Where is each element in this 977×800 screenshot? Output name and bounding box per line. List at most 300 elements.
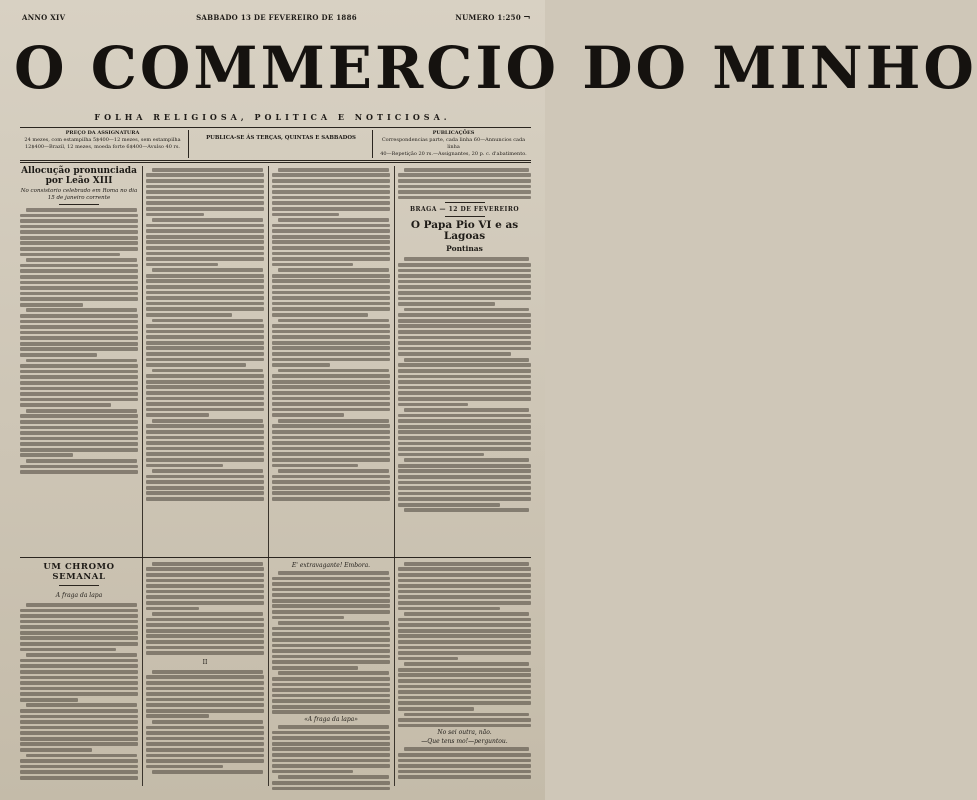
text-line bbox=[20, 403, 111, 407]
text-line bbox=[398, 185, 531, 189]
text-line bbox=[272, 397, 390, 401]
text-line bbox=[398, 442, 531, 446]
text-line bbox=[146, 391, 264, 395]
text-line bbox=[146, 201, 264, 205]
text-line bbox=[20, 414, 138, 418]
text-line bbox=[272, 753, 390, 757]
text-line bbox=[146, 458, 264, 462]
text-line bbox=[398, 403, 468, 407]
text-line bbox=[398, 336, 531, 340]
text-line bbox=[272, 380, 390, 384]
text-line bbox=[272, 480, 390, 484]
allocution-title: Allocução pronunciada por Leão XIII bbox=[21, 166, 137, 186]
text-line bbox=[272, 638, 390, 642]
text-line bbox=[20, 765, 138, 769]
text-line bbox=[398, 179, 531, 183]
text-line bbox=[20, 331, 138, 335]
text-line bbox=[272, 263, 353, 267]
column-1-text bbox=[20, 208, 138, 474]
text-line bbox=[146, 352, 264, 356]
text-line bbox=[272, 655, 390, 659]
text-line bbox=[146, 491, 264, 495]
text-line bbox=[272, 582, 390, 586]
text-line bbox=[398, 601, 531, 605]
text-line bbox=[272, 787, 390, 791]
text-line bbox=[20, 286, 138, 290]
text-line bbox=[272, 229, 390, 233]
text-line bbox=[146, 452, 264, 456]
text-line bbox=[272, 291, 390, 295]
text-line bbox=[398, 347, 531, 351]
text-line bbox=[146, 754, 264, 758]
text-line bbox=[272, 279, 390, 283]
story-title: A fraga da lapa bbox=[55, 592, 103, 599]
text-line bbox=[146, 313, 232, 317]
text-line bbox=[146, 263, 218, 267]
year-label: ANNO XIV bbox=[22, 13, 66, 22]
text-line bbox=[404, 747, 529, 751]
text-line bbox=[20, 325, 138, 329]
text-line bbox=[404, 612, 529, 616]
text-line bbox=[272, 173, 390, 177]
text-line bbox=[272, 699, 390, 703]
text-line bbox=[146, 595, 264, 599]
text-line bbox=[146, 646, 264, 650]
text-line bbox=[20, 264, 138, 268]
text-line bbox=[146, 623, 264, 627]
text-line bbox=[278, 218, 389, 222]
text-line bbox=[272, 185, 390, 189]
text-line bbox=[272, 207, 390, 211]
column-1 bbox=[20, 166, 138, 556]
text-line bbox=[272, 335, 390, 339]
text-line bbox=[278, 571, 389, 575]
text-line bbox=[398, 770, 531, 774]
text-line bbox=[20, 214, 138, 218]
text-line bbox=[272, 213, 339, 217]
lower-column-2 bbox=[146, 560, 264, 800]
text-line bbox=[272, 644, 390, 648]
text-line bbox=[272, 352, 390, 356]
text-line bbox=[278, 621, 389, 625]
text-line bbox=[146, 207, 264, 211]
text-line bbox=[146, 737, 264, 741]
text-line bbox=[272, 307, 390, 311]
text-line bbox=[146, 759, 264, 763]
text-line bbox=[146, 291, 264, 295]
text-line bbox=[398, 701, 531, 705]
rule-header-bottom-2 bbox=[20, 162, 531, 163]
text-line bbox=[398, 492, 531, 496]
text-line bbox=[20, 670, 138, 674]
text-line bbox=[404, 408, 529, 412]
text-line bbox=[20, 281, 138, 285]
column-4-text bbox=[398, 257, 531, 512]
text-line bbox=[152, 319, 263, 323]
text-line bbox=[146, 703, 264, 707]
text-line bbox=[272, 257, 390, 261]
text-line bbox=[398, 657, 458, 661]
text-line bbox=[398, 263, 531, 267]
text-line bbox=[398, 567, 531, 571]
text-line bbox=[20, 737, 138, 741]
text-line bbox=[20, 370, 138, 374]
column-2 bbox=[146, 166, 264, 556]
text-line bbox=[146, 430, 264, 434]
text-line bbox=[146, 640, 264, 644]
text-line bbox=[404, 257, 529, 261]
text-line bbox=[146, 629, 264, 633]
text-line bbox=[146, 341, 264, 345]
text-line bbox=[146, 675, 264, 679]
text-line bbox=[398, 584, 531, 588]
text-line bbox=[398, 640, 531, 644]
reply-line: No sei outra, não. bbox=[437, 729, 492, 737]
text-line bbox=[20, 642, 138, 646]
text-line bbox=[146, 731, 264, 735]
lower-column-4 bbox=[398, 560, 531, 800]
text-line bbox=[146, 173, 264, 177]
text-line bbox=[272, 694, 390, 698]
text-line bbox=[404, 168, 529, 172]
text-line bbox=[272, 731, 390, 735]
text-line bbox=[398, 775, 531, 779]
dateline-rule bbox=[445, 202, 485, 203]
text-line bbox=[404, 358, 529, 362]
text-line bbox=[146, 196, 264, 200]
text-line bbox=[146, 584, 264, 588]
text-line bbox=[20, 431, 138, 435]
text-line bbox=[272, 285, 390, 289]
text-line bbox=[146, 246, 264, 250]
text-line bbox=[278, 469, 389, 473]
text-line bbox=[398, 651, 531, 655]
text-line bbox=[278, 671, 389, 675]
text-line bbox=[398, 646, 531, 650]
lower-section bbox=[20, 560, 531, 800]
text-line bbox=[398, 363, 531, 367]
text-line bbox=[272, 649, 390, 653]
text-line bbox=[398, 707, 474, 711]
text-line bbox=[398, 274, 531, 278]
text-line bbox=[20, 687, 138, 691]
text-line bbox=[272, 491, 390, 495]
text-line bbox=[146, 497, 264, 501]
rule-top bbox=[20, 127, 531, 128]
text-line bbox=[20, 470, 138, 474]
text-line bbox=[20, 387, 138, 391]
text-line bbox=[20, 448, 138, 452]
text-line bbox=[152, 670, 263, 674]
text-line bbox=[146, 765, 223, 769]
text-line bbox=[20, 742, 138, 746]
text-line bbox=[20, 681, 138, 685]
text-line bbox=[272, 599, 390, 603]
publications-title: PUBLICAÇÕES bbox=[432, 130, 475, 136]
info-bar bbox=[20, 130, 531, 160]
text-line bbox=[146, 296, 264, 300]
text-line bbox=[146, 274, 264, 278]
text-line bbox=[152, 369, 263, 373]
allocution-subtitle: No consistorio celebrado em Roma no dia 15 de janeiro corrente bbox=[20, 188, 138, 201]
masthead-tagline: FOLHA RELIGIOSA, POLITICA E NOTICIOSA. bbox=[94, 112, 451, 122]
text-line bbox=[26, 603, 137, 607]
text-line bbox=[20, 625, 138, 629]
text-line bbox=[398, 718, 531, 722]
braga-dateline: BRAGA — 12 DE FEVEREIRO bbox=[409, 206, 520, 214]
story-quote: «A fraga da lapa» bbox=[304, 716, 358, 724]
text-line bbox=[26, 409, 137, 413]
text-line bbox=[272, 240, 390, 244]
text-line bbox=[20, 320, 138, 324]
text-line bbox=[398, 319, 531, 323]
text-line bbox=[272, 759, 390, 763]
text-line bbox=[146, 402, 264, 406]
text-line bbox=[20, 731, 138, 735]
text-line bbox=[146, 567, 264, 571]
text-line bbox=[146, 279, 264, 283]
text-line bbox=[398, 690, 531, 694]
text-line bbox=[398, 618, 531, 622]
text-line bbox=[272, 330, 390, 334]
text-line bbox=[398, 497, 531, 501]
text-line bbox=[20, 631, 138, 635]
text-line bbox=[272, 296, 390, 300]
rule-header-bottom bbox=[20, 160, 531, 161]
text-line bbox=[20, 715, 138, 719]
text-line bbox=[398, 397, 531, 401]
text-line bbox=[146, 748, 264, 752]
text-line bbox=[404, 562, 529, 566]
text-line bbox=[272, 447, 390, 451]
text-line bbox=[20, 664, 138, 668]
text-line bbox=[398, 753, 531, 757]
text-line bbox=[272, 452, 390, 456]
text-line bbox=[152, 218, 263, 222]
text-line bbox=[398, 464, 531, 468]
upper-columns bbox=[20, 166, 531, 556]
corner-mark: ¬ bbox=[523, 13, 531, 23]
text-line bbox=[20, 420, 138, 424]
text-line bbox=[398, 634, 531, 638]
text-line bbox=[278, 268, 389, 272]
text-line bbox=[278, 775, 389, 779]
text-line bbox=[278, 725, 389, 729]
text-line bbox=[398, 475, 531, 479]
text-line bbox=[272, 764, 390, 768]
text-line bbox=[398, 330, 531, 334]
text-line bbox=[26, 459, 137, 463]
text-line bbox=[146, 346, 264, 350]
text-line bbox=[272, 224, 390, 228]
text-line bbox=[278, 369, 389, 373]
lower-column-3-text-a bbox=[272, 571, 390, 714]
text-line bbox=[278, 419, 389, 423]
text-line bbox=[146, 464, 223, 468]
text-line bbox=[152, 268, 263, 272]
text-line bbox=[272, 346, 390, 350]
text-line bbox=[272, 201, 390, 205]
text-line bbox=[272, 736, 390, 740]
text-line bbox=[398, 391, 531, 395]
text-line bbox=[26, 208, 137, 212]
text-line bbox=[20, 726, 138, 730]
text-line bbox=[146, 579, 264, 583]
text-line bbox=[272, 196, 390, 200]
publications-line-2: 40—Repetição 20 rs.—Assignantes, 20 p. c. d'abatimento. bbox=[380, 151, 527, 157]
text-line bbox=[152, 612, 263, 616]
top-info-line bbox=[22, 10, 531, 26]
text-line bbox=[20, 236, 138, 240]
text-line bbox=[20, 225, 138, 229]
text-line bbox=[146, 285, 264, 289]
text-line bbox=[146, 408, 264, 412]
text-line bbox=[398, 573, 531, 577]
subscription-line-2: 12$400—Brazil, 12 mezes, moeda forte 6$400—Avulso 40 rs. bbox=[24, 144, 181, 150]
text-line bbox=[398, 375, 531, 379]
text-line bbox=[398, 285, 531, 289]
text-line bbox=[272, 413, 344, 417]
lower-column-1 bbox=[20, 560, 138, 800]
text-line bbox=[20, 392, 138, 396]
text-line bbox=[398, 269, 531, 273]
text-line bbox=[20, 253, 120, 257]
text-line bbox=[272, 770, 353, 774]
text-line bbox=[398, 173, 531, 177]
text-line bbox=[20, 303, 83, 307]
text-line bbox=[146, 179, 264, 183]
text-line bbox=[272, 747, 390, 751]
info-separator-1 bbox=[188, 130, 189, 158]
text-line bbox=[278, 168, 389, 172]
text-line bbox=[398, 447, 531, 451]
lower-column-2-text-a bbox=[146, 562, 264, 655]
text-line bbox=[20, 620, 138, 624]
issue-date: SABBADO 13 DE FEVEREIRO DE 1886 bbox=[196, 13, 357, 22]
text-line bbox=[20, 353, 97, 357]
publications-block bbox=[376, 130, 531, 158]
text-line bbox=[398, 579, 531, 583]
text-line bbox=[398, 590, 531, 594]
text-line bbox=[404, 662, 529, 666]
text-line bbox=[20, 453, 73, 457]
lower-column-3 bbox=[272, 560, 390, 800]
lower-column-1-text bbox=[20, 603, 138, 780]
text-line bbox=[272, 441, 390, 445]
text-line bbox=[146, 190, 264, 194]
text-line bbox=[146, 302, 264, 306]
text-line bbox=[272, 577, 390, 581]
text-line bbox=[20, 609, 138, 613]
issue-number: NUMERO 1:250 bbox=[455, 13, 521, 22]
column-4-intro-text bbox=[398, 168, 531, 200]
text-line bbox=[20, 709, 138, 713]
text-line bbox=[146, 374, 264, 378]
text-line bbox=[146, 651, 264, 655]
text-line bbox=[272, 781, 390, 785]
text-line bbox=[20, 314, 138, 318]
text-line bbox=[146, 709, 264, 713]
text-line bbox=[398, 386, 531, 390]
text-line bbox=[146, 380, 264, 384]
text-line bbox=[272, 458, 390, 462]
text-line bbox=[398, 759, 531, 763]
text-line bbox=[404, 458, 529, 462]
text-line bbox=[272, 358, 390, 362]
text-line bbox=[146, 681, 264, 685]
text-line bbox=[398, 313, 531, 317]
text-line bbox=[146, 441, 264, 445]
text-line bbox=[272, 677, 390, 681]
text-line bbox=[20, 269, 138, 273]
text-line bbox=[398, 696, 531, 700]
text-line bbox=[272, 324, 390, 328]
text-line bbox=[20, 636, 138, 640]
text-line bbox=[272, 616, 344, 620]
text-line bbox=[398, 380, 531, 384]
chromo-rule bbox=[59, 585, 99, 586]
text-line bbox=[20, 230, 138, 234]
text-line bbox=[146, 335, 264, 339]
text-line bbox=[272, 190, 390, 194]
text-line bbox=[272, 274, 390, 278]
lower-column-4-text-a bbox=[398, 562, 531, 727]
text-line bbox=[398, 419, 531, 423]
text-line bbox=[20, 676, 138, 680]
text-line bbox=[398, 607, 500, 611]
info-separator-2 bbox=[372, 130, 373, 158]
text-line bbox=[20, 241, 138, 245]
text-line bbox=[146, 358, 264, 362]
publications-line-1: Correspondencias parte, cada linha 60—Annuncios cada linha bbox=[381, 137, 526, 150]
text-line bbox=[398, 425, 531, 429]
text-line bbox=[146, 634, 264, 638]
text-line bbox=[272, 604, 390, 608]
text-line bbox=[20, 342, 138, 346]
text-line bbox=[20, 381, 138, 385]
text-line bbox=[398, 190, 531, 194]
text-line bbox=[20, 364, 138, 368]
text-line bbox=[398, 486, 531, 490]
text-line bbox=[398, 196, 531, 200]
text-line bbox=[146, 235, 264, 239]
text-line bbox=[398, 436, 531, 440]
text-line bbox=[26, 308, 137, 312]
lower-column-2-text-b bbox=[146, 670, 264, 774]
text-line bbox=[146, 698, 264, 702]
section-divider bbox=[20, 557, 531, 558]
text-line bbox=[146, 714, 209, 718]
text-line bbox=[26, 359, 137, 363]
text-line bbox=[146, 618, 264, 622]
text-line bbox=[398, 668, 531, 672]
publication-days: PUBLICA-SE ÁS TERÇAS, QUINTAS E SABBADOS bbox=[206, 135, 356, 141]
text-line bbox=[152, 770, 263, 774]
text-line bbox=[398, 414, 531, 418]
text-line bbox=[272, 436, 390, 440]
text-line bbox=[398, 453, 484, 457]
text-line bbox=[146, 252, 264, 256]
subscription-block bbox=[20, 130, 185, 151]
text-line bbox=[272, 475, 390, 479]
text-line bbox=[146, 573, 264, 577]
text-line bbox=[398, 481, 531, 485]
text-line bbox=[146, 324, 264, 328]
text-line bbox=[20, 275, 138, 279]
text-line bbox=[404, 713, 529, 717]
text-line bbox=[20, 347, 138, 351]
text-line bbox=[152, 562, 263, 566]
